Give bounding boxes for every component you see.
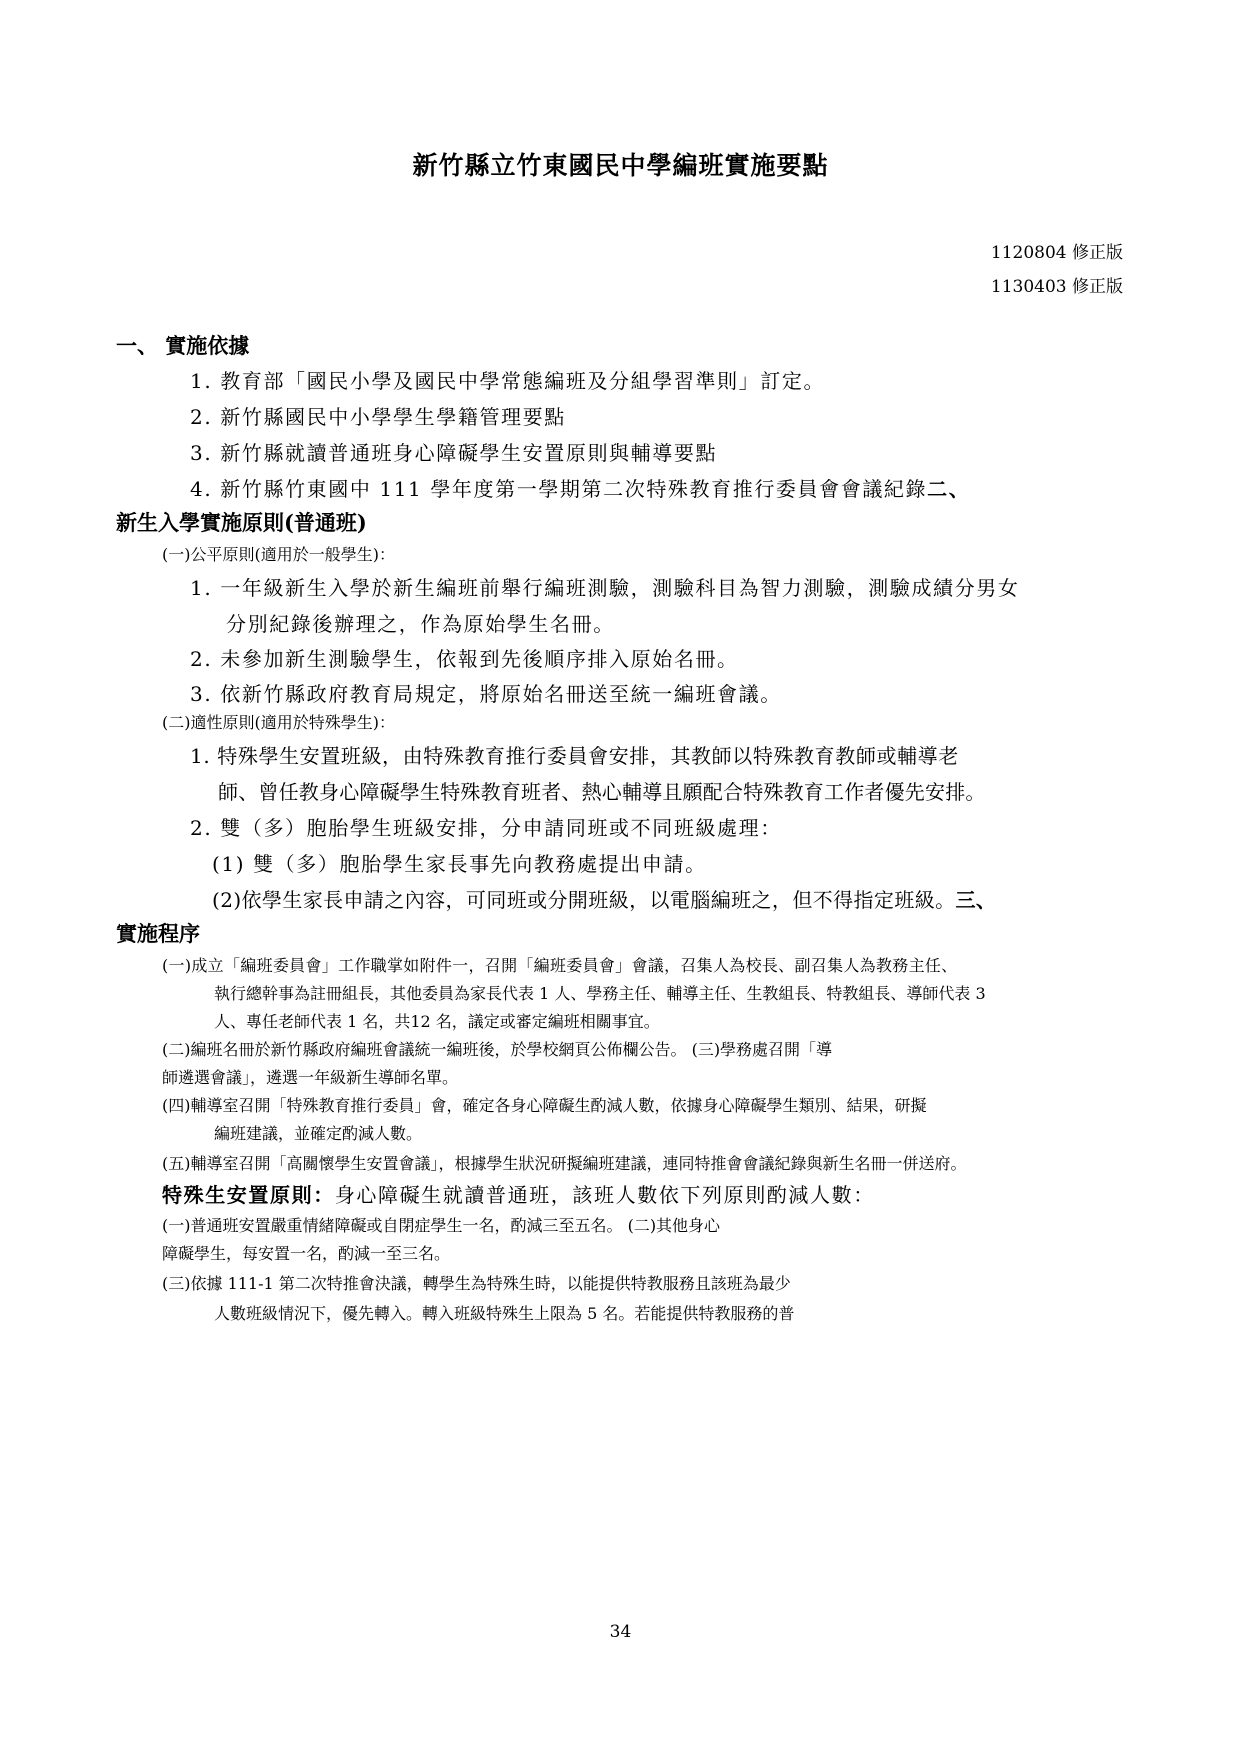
section2-sub1-item-2: 2. 未參加新生測驗學生，依報到先後順序排入原始名冊。 <box>190 647 739 671</box>
section4-heading <box>162 1179 875 1208</box>
section4-heading-label: 特殊生安置原則： <box>162 1183 335 1207</box>
section4-item-1: (一)普通班安置嚴重情緒障礙或自閉症學生一名，酌減三至五名。 (二)其他身心 <box>162 1216 721 1235</box>
section3-number: 三、 <box>955 888 997 912</box>
section4-heading-text: 身心障礙生就讀普通班，該班人數依下列原則酌減人數： <box>334 1183 875 1207</box>
section4-item-2: 障礙學生，每安置一名，酌減一至三名。 <box>162 1244 451 1263</box>
section3-item-1-cont-1: 執行總幹事為註冊組長，其他委員為家長代表 1 人、學務主任、輔導主任、生教組長、特教組長、導師代表 3 <box>214 984 986 1003</box>
section3-heading: 實施程序 <box>116 921 200 946</box>
section2-sub2-heading: (二)適性原則(適用於特殊學生)： <box>162 713 395 732</box>
section2-sub2-item-1: 1. 特殊學生安置班級，由特殊教育推行委員會安排，其教師以特殊教育教師或輔導老 <box>190 744 959 768</box>
section3-item-4: (四)輔導室召開「特殊教育推行委員」會，確定各身心障礙生酌減人數，依據身心障礙學生類別、結果，研擬 <box>162 1096 927 1115</box>
section2-sub2-item-2-1: (1) 雙（多）胞胎學生家長事先向教務處提出申請。 <box>212 852 707 876</box>
section1-item-1: 1. 教育部「國民小學及國民中學常態編班及分組學習準則」訂定。 <box>190 369 826 393</box>
section2-sub2-item-2-2 <box>212 884 996 913</box>
section3-item-4-cont: 編班建議，並確定酌減人數。 <box>214 1124 423 1143</box>
section2-sub2-item-2: 2. 雙（多）胞胎學生班級安排，分申請同班或不同班級處理： <box>190 816 782 840</box>
section2-sub1-heading: (一)公平原則(適用於一般學生)： <box>162 545 395 564</box>
section3-item-1: (一)成立「編班委員會」工作職掌如附件一，召開「編班委員會」會議，召集人為校長、副召集人為教務主任、 <box>162 956 958 975</box>
section1-item-3: 3. 新竹縣就讀普通班身心障礙學生安置原則與輔導要點 <box>190 441 718 465</box>
page-number: 34 <box>609 1622 632 1642</box>
section2-sub2-item-1-cont: 師、曾任教身心障礙學生特殊教育班者、熱心輔導且願配合特殊教育工作者優先安排。 <box>218 780 986 804</box>
section3-item-2: (二)編班名冊於新竹縣政府編班會議統一編班後，於學校網頁公佈欄公告。 (三)學務處召開「導 <box>162 1040 833 1059</box>
revision-note-1: 1120804 修正版 <box>990 243 1123 263</box>
section2-heading: 新生入學實施原則(普通班) <box>116 510 367 535</box>
section2-sub1-item-1: 1. 一年級新生入學於新生編班前舉行編班測驗，測驗科目為智力測驗，測驗成績分男女 <box>190 576 1020 600</box>
revision-note-2: 1130403 修正版 <box>990 277 1123 297</box>
section2-sub2-item-2-2-text: (2)依學生家長申請之內容，可同班或分開班級，以電腦編班之，但不得指定班級。 <box>212 888 956 912</box>
section3-item-2-cont: 師遴選會議」，遴選一年級新生導師名單。 <box>162 1068 459 1087</box>
document-title: 新竹縣立竹東國民中學編班實施要點 <box>412 151 829 180</box>
section2-sub1-item-1-cont: 分別紀錄後辦理之，作為原始學生名冊。 <box>226 612 615 636</box>
section2-sub1-item-3: 3. 依新竹縣政府教育局規定，將原始名冊送至統一編班會議。 <box>190 682 782 706</box>
section1-item-4-text: 4. 新竹縣竹東國中 111 學年度第一學期第二次特殊教育推行委員會會議紀錄 <box>190 477 928 501</box>
section1-item-4 <box>190 473 970 502</box>
section3-item-1-cont-2: 人、專任老師代表 1 名，共12 名，議定或審定編班相關事宜。 <box>214 1012 660 1031</box>
section2-number: 二、 <box>927 477 971 501</box>
section1-item-2: 2. 新竹縣國民中小學學生學籍管理要點 <box>190 405 566 429</box>
section1-heading: 一、 實施依據 <box>116 333 250 358</box>
section4-item-3: (三)依據 111-1 第二次特推會決議，轉學生為特殊生時，以能提供特教服務且該班為最少 <box>162 1274 791 1293</box>
section4-item-3-cont: 人數班級情況下，優先轉入。轉入班級特殊生上限為 5 名。若能提供特教服務的普 <box>214 1304 795 1323</box>
section3-item-5: (五)輔導室召開「高關懷學生安置會議」，根據學生狀況研擬編班建議，連同特推會會議紀錄與新生名冊一併送府。 <box>162 1154 967 1173</box>
